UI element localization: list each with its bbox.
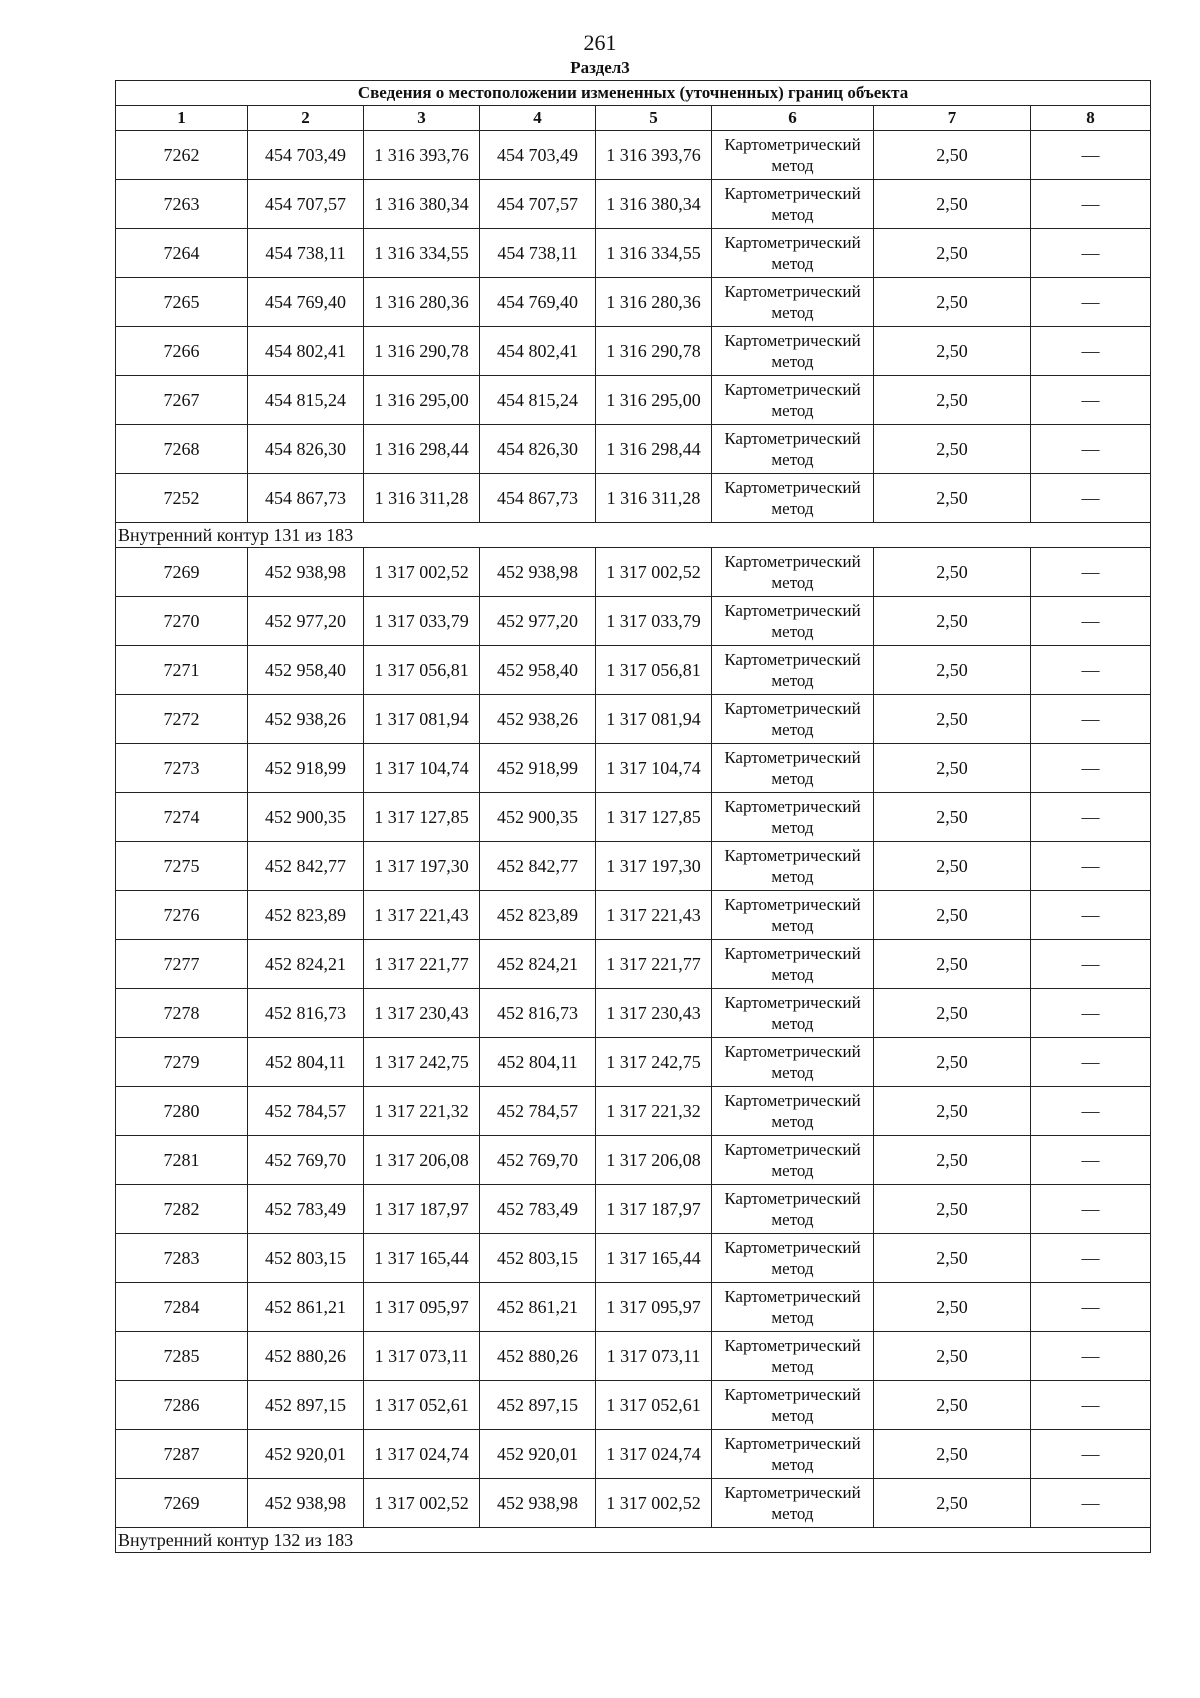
accuracy-cell: 2,50	[874, 1332, 1031, 1381]
note-cell: —	[1031, 1087, 1151, 1136]
contour-label: Внутренний контур 132 из 183	[116, 1528, 1151, 1553]
column-number: 7	[874, 106, 1031, 131]
old-x-cell: 454 815,24	[248, 376, 364, 425]
new-x-cell: 452 918,99	[480, 744, 596, 793]
method-cell: Картометрический метод	[712, 1381, 874, 1430]
old-x-cell: 452 918,99	[248, 744, 364, 793]
old-x-cell: 452 783,49	[248, 1185, 364, 1234]
accuracy-cell: 2,50	[874, 376, 1031, 425]
column-number: 2	[248, 106, 364, 131]
note-cell: —	[1031, 989, 1151, 1038]
accuracy-cell: 2,50	[874, 180, 1031, 229]
table-row	[116, 1381, 1151, 1430]
accuracy-cell: 2,50	[874, 1136, 1031, 1185]
accuracy-cell: 2,50	[874, 1185, 1031, 1234]
method-cell: Картометрический метод	[712, 842, 874, 891]
old-x-cell: 452 958,40	[248, 646, 364, 695]
method-cell: Картометрический метод	[712, 1136, 874, 1185]
point-number-cell: 7277	[116, 940, 248, 989]
old-y-cell: 1 316 295,00	[364, 376, 480, 425]
table-heading-row	[116, 81, 1151, 106]
old-y-cell: 1 316 380,34	[364, 180, 480, 229]
table-row	[116, 891, 1151, 940]
column-number-row	[116, 106, 1151, 131]
table-row	[116, 1038, 1151, 1087]
old-y-cell: 1 317 002,52	[364, 548, 480, 597]
old-y-cell: 1 317 073,11	[364, 1332, 480, 1381]
old-x-cell: 452 804,11	[248, 1038, 364, 1087]
table-row	[116, 1234, 1151, 1283]
new-x-cell: 452 769,70	[480, 1136, 596, 1185]
new-x-cell: 452 861,21	[480, 1283, 596, 1332]
point-number-cell: 7269	[116, 548, 248, 597]
point-number-cell: 7272	[116, 695, 248, 744]
old-y-cell: 1 317 165,44	[364, 1234, 480, 1283]
new-x-cell: 452 784,57	[480, 1087, 596, 1136]
method-cell: Картометрический метод	[712, 131, 874, 180]
note-cell: —	[1031, 1234, 1151, 1283]
new-x-cell: 454 802,41	[480, 327, 596, 376]
accuracy-cell: 2,50	[874, 695, 1031, 744]
accuracy-cell: 2,50	[874, 891, 1031, 940]
accuracy-cell: 2,50	[874, 474, 1031, 523]
accuracy-cell: 2,50	[874, 1234, 1031, 1283]
point-number-cell: 7276	[116, 891, 248, 940]
note-cell: —	[1031, 793, 1151, 842]
old-y-cell: 1 317 104,74	[364, 744, 480, 793]
note-cell: —	[1031, 1430, 1151, 1479]
note-cell: —	[1031, 1185, 1151, 1234]
method-cell: Картометрический метод	[712, 229, 874, 278]
new-x-cell: 452 900,35	[480, 793, 596, 842]
column-number: 8	[1031, 106, 1151, 131]
table-row	[116, 989, 1151, 1038]
accuracy-cell: 2,50	[874, 1038, 1031, 1087]
old-x-cell: 452 977,20	[248, 597, 364, 646]
new-y-cell: 1 317 073,11	[596, 1332, 712, 1381]
accuracy-cell: 2,50	[874, 842, 1031, 891]
method-cell: Картометрический метод	[712, 695, 874, 744]
new-y-cell: 1 317 081,94	[596, 695, 712, 744]
contour-label-row	[116, 1528, 1151, 1553]
old-y-cell: 1 317 221,77	[364, 940, 480, 989]
accuracy-cell: 2,50	[874, 1430, 1031, 1479]
point-number-cell: 7280	[116, 1087, 248, 1136]
note-cell: —	[1031, 180, 1151, 229]
new-x-cell: 452 938,26	[480, 695, 596, 744]
table-row	[116, 1283, 1151, 1332]
old-y-cell: 1 316 334,55	[364, 229, 480, 278]
point-number-cell: 7275	[116, 842, 248, 891]
column-number: 4	[480, 106, 596, 131]
table-row	[116, 327, 1151, 376]
accuracy-cell: 2,50	[874, 548, 1031, 597]
point-number-cell: 7271	[116, 646, 248, 695]
new-x-cell: 454 815,24	[480, 376, 596, 425]
old-y-cell: 1 317 221,43	[364, 891, 480, 940]
accuracy-cell: 2,50	[874, 989, 1031, 1038]
accuracy-cell: 2,50	[874, 1479, 1031, 1528]
method-cell: Картометрический метод	[712, 180, 874, 229]
column-number: 6	[712, 106, 874, 131]
new-y-cell: 1 317 002,52	[596, 1479, 712, 1528]
old-y-cell: 1 317 095,97	[364, 1283, 480, 1332]
old-x-cell: 452 880,26	[248, 1332, 364, 1381]
new-y-cell: 1 317 033,79	[596, 597, 712, 646]
table-row	[116, 180, 1151, 229]
note-cell: —	[1031, 278, 1151, 327]
old-y-cell: 1 317 127,85	[364, 793, 480, 842]
point-number-cell: 7265	[116, 278, 248, 327]
note-cell: —	[1031, 376, 1151, 425]
point-number-cell: 7263	[116, 180, 248, 229]
new-x-cell: 452 880,26	[480, 1332, 596, 1381]
new-x-cell: 454 769,40	[480, 278, 596, 327]
new-y-cell: 1 317 165,44	[596, 1234, 712, 1283]
point-number-cell: 7281	[116, 1136, 248, 1185]
new-y-cell: 1 317 052,61	[596, 1381, 712, 1430]
new-x-cell: 452 897,15	[480, 1381, 596, 1430]
point-number-cell: 7279	[116, 1038, 248, 1087]
point-number-cell: 7278	[116, 989, 248, 1038]
old-x-cell: 452 920,01	[248, 1430, 364, 1479]
old-x-cell: 452 816,73	[248, 989, 364, 1038]
new-y-cell: 1 316 295,00	[596, 376, 712, 425]
column-number: 1	[116, 106, 248, 131]
method-cell: Картометрический метод	[712, 327, 874, 376]
new-y-cell: 1 317 221,77	[596, 940, 712, 989]
old-y-cell: 1 316 393,76	[364, 131, 480, 180]
point-number-cell: 7269	[116, 1479, 248, 1528]
note-cell: —	[1031, 1136, 1151, 1185]
new-y-cell: 1 317 242,75	[596, 1038, 712, 1087]
old-y-cell: 1 317 230,43	[364, 989, 480, 1038]
point-number-cell: 7273	[116, 744, 248, 793]
contour-label-row	[116, 523, 1151, 548]
method-cell: Картометрический метод	[712, 940, 874, 989]
old-y-cell: 1 317 242,75	[364, 1038, 480, 1087]
method-cell: Картометрический метод	[712, 1430, 874, 1479]
old-x-cell: 452 803,15	[248, 1234, 364, 1283]
table-row	[116, 1479, 1151, 1528]
method-cell: Картометрический метод	[712, 1087, 874, 1136]
note-cell: —	[1031, 695, 1151, 744]
method-cell: Картометрический метод	[712, 891, 874, 940]
point-number-cell: 7266	[116, 327, 248, 376]
new-y-cell: 1 317 230,43	[596, 989, 712, 1038]
method-cell: Картометрический метод	[712, 1332, 874, 1381]
table-row	[116, 376, 1151, 425]
column-number: 5	[596, 106, 712, 131]
table-row	[116, 1087, 1151, 1136]
note-cell: —	[1031, 131, 1151, 180]
accuracy-cell: 2,50	[874, 327, 1031, 376]
new-y-cell: 1 317 187,97	[596, 1185, 712, 1234]
old-y-cell: 1 317 221,32	[364, 1087, 480, 1136]
method-cell: Картометрический метод	[712, 1283, 874, 1332]
old-x-cell: 452 784,57	[248, 1087, 364, 1136]
method-cell: Картометрический метод	[712, 646, 874, 695]
new-x-cell: 454 826,30	[480, 425, 596, 474]
method-cell: Картометрический метод	[712, 744, 874, 793]
new-x-cell: 454 738,11	[480, 229, 596, 278]
method-cell: Картометрический метод	[712, 376, 874, 425]
new-y-cell: 1 317 095,97	[596, 1283, 712, 1332]
new-x-cell: 452 938,98	[480, 548, 596, 597]
new-x-cell: 452 920,01	[480, 1430, 596, 1479]
table-row	[116, 695, 1151, 744]
method-cell: Картометрический метод	[712, 474, 874, 523]
point-number-cell: 7267	[116, 376, 248, 425]
old-x-cell: 454 802,41	[248, 327, 364, 376]
accuracy-cell: 2,50	[874, 1087, 1031, 1136]
old-y-cell: 1 317 081,94	[364, 695, 480, 744]
old-y-cell: 1 316 311,28	[364, 474, 480, 523]
new-y-cell: 1 317 221,43	[596, 891, 712, 940]
new-y-cell: 1 316 393,76	[596, 131, 712, 180]
old-x-cell: 454 826,30	[248, 425, 364, 474]
old-y-cell: 1 316 290,78	[364, 327, 480, 376]
note-cell: —	[1031, 425, 1151, 474]
note-cell: —	[1031, 1479, 1151, 1528]
note-cell: —	[1031, 1283, 1151, 1332]
column-number: 3	[364, 106, 480, 131]
method-cell: Картометрический метод	[712, 1038, 874, 1087]
old-y-cell: 1 317 033,79	[364, 597, 480, 646]
old-y-cell: 1 316 280,36	[364, 278, 480, 327]
old-x-cell: 452 938,26	[248, 695, 364, 744]
contour-label: Внутренний контур 131 из 183	[116, 523, 1151, 548]
point-number-cell: 7274	[116, 793, 248, 842]
accuracy-cell: 2,50	[874, 229, 1031, 278]
old-y-cell: 1 317 056,81	[364, 646, 480, 695]
new-x-cell: 452 783,49	[480, 1185, 596, 1234]
method-cell: Картометрический метод	[712, 1185, 874, 1234]
table-row	[116, 548, 1151, 597]
note-cell: —	[1031, 229, 1151, 278]
method-cell: Картометрический метод	[712, 548, 874, 597]
old-x-cell: 454 707,57	[248, 180, 364, 229]
new-y-cell: 1 317 206,08	[596, 1136, 712, 1185]
point-number-cell: 7282	[116, 1185, 248, 1234]
new-y-cell: 1 316 298,44	[596, 425, 712, 474]
accuracy-cell: 2,50	[874, 1381, 1031, 1430]
table-row	[116, 646, 1151, 695]
new-x-cell: 452 823,89	[480, 891, 596, 940]
page-number: 261	[583, 30, 617, 55]
old-x-cell: 452 769,70	[248, 1136, 364, 1185]
new-x-cell: 452 977,20	[480, 597, 596, 646]
note-cell: —	[1031, 327, 1151, 376]
old-y-cell: 1 317 197,30	[364, 842, 480, 891]
note-cell: —	[1031, 1038, 1151, 1087]
old-x-cell: 454 703,49	[248, 131, 364, 180]
old-y-cell: 1 317 024,74	[364, 1430, 480, 1479]
method-cell: Картометрический метод	[712, 989, 874, 1038]
new-x-cell: 452 842,77	[480, 842, 596, 891]
new-x-cell: 452 938,98	[480, 1479, 596, 1528]
accuracy-cell: 2,50	[874, 131, 1031, 180]
old-x-cell: 452 938,98	[248, 1479, 364, 1528]
old-x-cell: 454 738,11	[248, 229, 364, 278]
new-y-cell: 1 316 290,78	[596, 327, 712, 376]
accuracy-cell: 2,50	[874, 1283, 1031, 1332]
old-x-cell: 452 938,98	[248, 548, 364, 597]
new-x-cell: 452 816,73	[480, 989, 596, 1038]
point-number-cell: 7270	[116, 597, 248, 646]
section-title: Раздел3	[570, 58, 630, 77]
point-number-cell: 7283	[116, 1234, 248, 1283]
table-row	[116, 1185, 1151, 1234]
new-y-cell: 1 317 197,30	[596, 842, 712, 891]
note-cell: —	[1031, 891, 1151, 940]
note-cell: —	[1031, 1332, 1151, 1381]
old-y-cell: 1 317 206,08	[364, 1136, 480, 1185]
new-y-cell: 1 317 104,74	[596, 744, 712, 793]
table-row	[116, 940, 1151, 989]
method-cell: Картометрический метод	[712, 597, 874, 646]
table-row	[116, 474, 1151, 523]
table-row	[116, 1136, 1151, 1185]
old-y-cell: 1 316 298,44	[364, 425, 480, 474]
new-x-cell: 454 867,73	[480, 474, 596, 523]
old-y-cell: 1 317 052,61	[364, 1381, 480, 1430]
new-y-cell: 1 317 127,85	[596, 793, 712, 842]
new-y-cell: 1 316 311,28	[596, 474, 712, 523]
note-cell: —	[1031, 1381, 1151, 1430]
table-row	[116, 1332, 1151, 1381]
accuracy-cell: 2,50	[874, 646, 1031, 695]
new-x-cell: 454 707,57	[480, 180, 596, 229]
new-y-cell: 1 317 002,52	[596, 548, 712, 597]
point-number-cell: 7285	[116, 1332, 248, 1381]
old-x-cell: 452 900,35	[248, 793, 364, 842]
point-number-cell: 7286	[116, 1381, 248, 1430]
boundary-coordinates-table	[115, 80, 1151, 1553]
note-cell: —	[1031, 842, 1151, 891]
method-cell: Картометрический метод	[712, 1479, 874, 1528]
old-x-cell: 454 867,73	[248, 474, 364, 523]
table-body	[116, 81, 1151, 1553]
note-cell: —	[1031, 744, 1151, 793]
new-x-cell: 452 803,15	[480, 1234, 596, 1283]
old-y-cell: 1 317 002,52	[364, 1479, 480, 1528]
new-y-cell: 1 316 280,36	[596, 278, 712, 327]
new-x-cell: 452 824,21	[480, 940, 596, 989]
old-x-cell: 452 824,21	[248, 940, 364, 989]
accuracy-cell: 2,50	[874, 940, 1031, 989]
new-x-cell: 454 703,49	[480, 131, 596, 180]
note-cell: —	[1031, 597, 1151, 646]
method-cell: Картометрический метод	[712, 793, 874, 842]
old-x-cell: 452 861,21	[248, 1283, 364, 1332]
accuracy-cell: 2,50	[874, 744, 1031, 793]
table-row	[116, 229, 1151, 278]
new-y-cell: 1 317 056,81	[596, 646, 712, 695]
old-x-cell: 452 842,77	[248, 842, 364, 891]
point-number-cell: 7264	[116, 229, 248, 278]
new-y-cell: 1 317 024,74	[596, 1430, 712, 1479]
table-row	[116, 278, 1151, 327]
new-y-cell: 1 316 334,55	[596, 229, 712, 278]
table-row	[116, 597, 1151, 646]
table-row	[116, 131, 1151, 180]
table-row	[116, 842, 1151, 891]
old-x-cell: 454 769,40	[248, 278, 364, 327]
old-y-cell: 1 317 187,97	[364, 1185, 480, 1234]
accuracy-cell: 2,50	[874, 793, 1031, 842]
accuracy-cell: 2,50	[874, 278, 1031, 327]
old-x-cell: 452 897,15	[248, 1381, 364, 1430]
method-cell: Картометрический метод	[712, 278, 874, 327]
new-x-cell: 452 804,11	[480, 1038, 596, 1087]
point-number-cell: 7252	[116, 474, 248, 523]
table-row	[116, 425, 1151, 474]
point-number-cell: 7262	[116, 131, 248, 180]
table-heading: Сведения о местоположении измененных (уточненных) границ объекта	[116, 81, 1151, 106]
old-x-cell: 452 823,89	[248, 891, 364, 940]
table-row	[116, 1430, 1151, 1479]
note-cell: —	[1031, 548, 1151, 597]
note-cell: —	[1031, 940, 1151, 989]
table-row	[116, 744, 1151, 793]
point-number-cell: 7287	[116, 1430, 248, 1479]
accuracy-cell: 2,50	[874, 425, 1031, 474]
point-number-cell: 7268	[116, 425, 248, 474]
new-x-cell: 452 958,40	[480, 646, 596, 695]
method-cell: Картометрический метод	[712, 425, 874, 474]
note-cell: —	[1031, 474, 1151, 523]
new-y-cell: 1 317 221,32	[596, 1087, 712, 1136]
table-row	[116, 793, 1151, 842]
method-cell: Картометрический метод	[712, 1234, 874, 1283]
note-cell: —	[1031, 646, 1151, 695]
accuracy-cell: 2,50	[874, 597, 1031, 646]
point-number-cell: 7284	[116, 1283, 248, 1332]
new-y-cell: 1 316 380,34	[596, 180, 712, 229]
